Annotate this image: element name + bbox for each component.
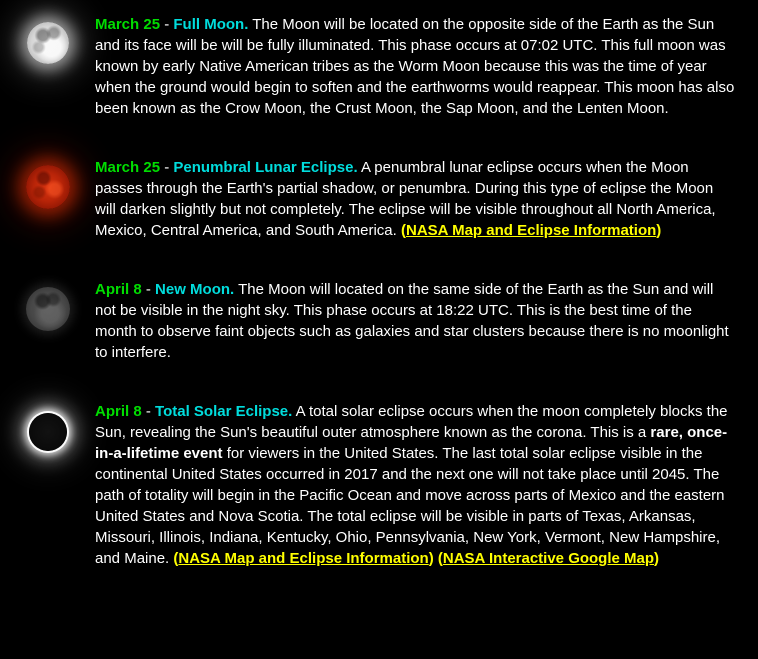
body-text: ( — [173, 550, 179, 567]
date-title-separator: - — [141, 403, 156, 420]
event-date: April 8 — [95, 403, 142, 420]
event-icon-column — [0, 401, 95, 451]
event-date: March 25 — [95, 16, 161, 33]
body-text: rare, once-in-a-lifetime event — [95, 424, 728, 462]
event-text — [95, 157, 758, 241]
body-text: ) — [656, 222, 662, 239]
full-moon-image — [27, 22, 69, 64]
nasa-map-eclipse-information-link[interactable]: NASA Map and Eclipse Information — [178, 550, 429, 567]
event-text — [95, 401, 758, 569]
event-entry-penumbral-lunar-eclipse — [0, 157, 758, 241]
body-text: The Moon will be located on the opposite side of the Earth as the Sun and its face will be will be fully illuminated. This phase occurs at 07:02 UTC. This full moon was known by early Native American tribes as the Worm Moon because this was the time of year when the ground would begin to soften and the earthworms would reappear. This moon has also been known as the Crow Moon, the Crust Moon, the Sap Moon, and the Lenten Moon. — [95, 16, 735, 117]
event-icon-column — [0, 157, 95, 209]
event-date: April 8 — [95, 281, 142, 298]
event-entry-total-solar-eclipse — [0, 401, 758, 569]
event-title: Full Moon. — [173, 16, 249, 33]
event-title: New Moon. — [155, 281, 235, 298]
event-text — [95, 279, 758, 363]
event-icon-column — [0, 279, 95, 331]
event-title: Total Solar Eclipse. — [155, 403, 293, 420]
event-entry-new-moon — [0, 279, 758, 363]
body-text: ( — [400, 222, 406, 239]
event-icon-column — [0, 14, 95, 64]
body-text: for viewers in the United States. The last total solar eclipse visible in the continental United States occurred in 2017 and the next one will not take place until 2045. The path of totality will begin in the Pacific Ocean and move across parts of Mexico and the eastern United States and Nova Scotia. The total eclipse will be visible in parts of Texas, Arkansas, Missouri, Illinois, Indiana, Kentucky, Ohio, Pennsylvania, New York, Vermont, New Hampshire, and Maine. — [95, 445, 725, 567]
event-title: Penumbral Lunar Eclipse. — [173, 159, 358, 176]
body-text: The Moon will located on the same side of the Earth as the Sun and will not be visible in the night sky. This phase occurs at 18:22 UTC. This is the best time of the month to observe faint objects such as galaxies and star clusters because there is no moonlight to interfere. — [95, 281, 729, 361]
nasa-interactive-google-map-link[interactable]: NASA Interactive Google Map — [442, 550, 655, 567]
red-moon-image — [26, 165, 70, 209]
body-text: A total solar eclipse occurs when the moon completely blocks the Sun, revealing the Sun's beautiful outer atmosphere known as the corona. This is a — [95, 403, 728, 441]
body-text: ) — [654, 550, 660, 567]
date-title-separator: - — [160, 159, 174, 176]
event-description — [95, 403, 728, 567]
solar-eclipse-image — [29, 413, 67, 451]
date-title-separator: - — [141, 281, 156, 298]
event-date: March 25 — [95, 159, 161, 176]
event-text — [95, 14, 758, 119]
date-title-separator: - — [160, 16, 174, 33]
event-entry-full-moon — [0, 14, 758, 119]
new-moon-image — [26, 287, 70, 331]
body-text: A penumbral lunar eclipse occurs when the Moon passes through the Earth's partial shadow, or penumbra. During this type of eclipse the Moon will darken slightly but not completely. The eclipse will be visible throughout all North America, Mexico, Central America, and South America. — [95, 159, 716, 239]
body-text: ) ( — [428, 550, 443, 567]
nasa-map-eclipse-information-link[interactable]: NASA Map and Eclipse Information — [405, 222, 657, 239]
